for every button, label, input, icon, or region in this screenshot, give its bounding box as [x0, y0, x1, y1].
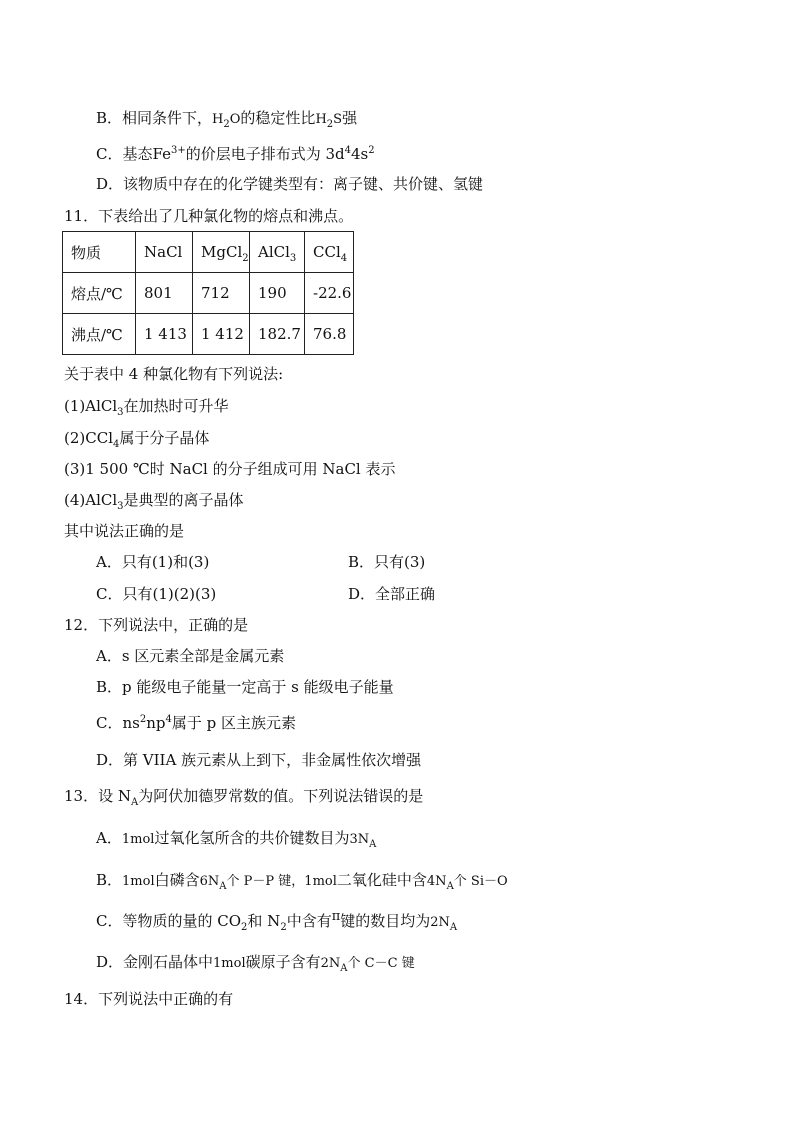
- superscript: 2: [139, 714, 147, 725]
- q12-option-a: A．s 区元素全部是金属元素: [96, 647, 285, 665]
- subscript: 2: [241, 922, 248, 933]
- formula-part: 3N: [349, 832, 370, 847]
- q11-stem: 11．下表给出了几种氯化物的熔点和沸点。: [64, 207, 354, 225]
- subscript: A: [340, 963, 348, 974]
- subscript: A: [369, 839, 377, 850]
- q12-option-c-mid: np: [146, 714, 166, 732]
- q12-stem: 12．下列说法中，正确的是: [64, 616, 249, 634]
- subscript: 4: [340, 253, 348, 264]
- q13-option-d-text: 碳原子含有: [245, 953, 321, 971]
- q11-statement-4: [64, 490, 244, 510]
- q13-option-c-text: C．等物质的量的 CO: [96, 912, 242, 930]
- row-label-boiling: 沸点/℃: [63, 314, 136, 355]
- statement-text: 是典型的离子晶体: [123, 491, 244, 509]
- q13-stem: [64, 786, 423, 806]
- superscript: 2: [368, 145, 375, 156]
- table-cell: 182.7: [250, 314, 305, 355]
- q13-stem-text: 为阿伏加德罗常数的值。下列说法错误的是: [138, 787, 424, 805]
- q11-statement-3: (3)1 500 ℃时 NaCl 的分子组成可用 NaCl 表示: [64, 460, 396, 478]
- row-label-melting: 熔点/℃: [63, 273, 136, 314]
- table-cell: -22.6: [305, 273, 354, 314]
- header-mgcl2: [193, 232, 250, 273]
- unit-text: 1mol: [304, 874, 337, 889]
- q11-option-c: C．只有(1)(2)(3): [96, 585, 217, 603]
- q12-option-c-end: 属于 p 区主族元素: [171, 714, 296, 732]
- header-alcl3: [250, 232, 305, 273]
- superscript: 3+: [170, 145, 186, 156]
- q13-option-c-text: 和 N: [247, 912, 281, 930]
- formula-part: AlCl: [258, 243, 290, 261]
- q10-option-b-mid: 的稳定性比: [240, 109, 316, 127]
- header-ccl4: [305, 232, 354, 273]
- table-cell: 712: [193, 273, 250, 314]
- statement-text: (2)CCl: [64, 429, 113, 447]
- subscript: 2: [242, 253, 249, 264]
- q13-option-b-text: 个 Si－O: [453, 874, 508, 889]
- q13-option-d-text: D．金刚石晶体中: [96, 953, 214, 971]
- subscript: A: [449, 922, 458, 933]
- q13-option-b-text: 个 P－P 键，: [226, 874, 305, 889]
- formula-part: 2N: [320, 956, 341, 971]
- unit-text: 1mol: [122, 874, 155, 889]
- table-cell: 1 413: [136, 314, 193, 355]
- q11-intro: 关于表中 4 种氯化物有下列说法:: [64, 365, 284, 383]
- statement-text: 在加热时可升华: [123, 397, 229, 415]
- table-cell: 190: [250, 273, 305, 314]
- subscript: A: [446, 881, 454, 892]
- q11-option-a: A．只有(1)和(3): [96, 553, 210, 571]
- q10-option-c-mid: 的价层电子排布式为 3d: [185, 145, 345, 163]
- formula-part: H: [212, 112, 224, 127]
- q10-option-b-text: B．相同条件下，: [96, 109, 213, 127]
- subscript: A: [219, 881, 227, 892]
- q13-option-a: [96, 828, 376, 850]
- formula-part: 6N: [199, 874, 220, 889]
- superscript: 4: [165, 714, 172, 725]
- unit-text: 1mol: [121, 832, 155, 847]
- header-nacl: NaCl: [136, 232, 193, 273]
- q13-option-d: [96, 952, 415, 974]
- option-letter: B．: [96, 871, 123, 889]
- q10-option-d: D．该物质中存在的化学键类型有：离子键、共价键、氢键: [96, 175, 484, 193]
- q14-stem: 14．下列说法中正确的有: [64, 990, 234, 1008]
- table-row: [63, 273, 354, 314]
- unit-text: 1mol: [213, 956, 246, 971]
- q13-option-c-text: 键的数目均为: [340, 912, 431, 930]
- q13-option-b-text: 白磷含: [154, 871, 200, 889]
- q11-option-b: B．只有(3): [348, 553, 426, 571]
- q13-option-d-text: 个 C－C 键: [347, 956, 415, 971]
- superscript: 4: [344, 145, 351, 156]
- header-substance: 物质: [63, 232, 136, 273]
- formula-part: 4N: [426, 874, 447, 889]
- q10-option-b: [96, 108, 357, 130]
- q13-option-b-text: 二氧化硅中含: [336, 871, 427, 889]
- q10-option-b-end: 强: [342, 109, 358, 127]
- subscript: 3: [117, 501, 124, 512]
- subscript: 2: [223, 119, 230, 130]
- chloride-table: [62, 231, 354, 355]
- table-cell: 801: [136, 273, 193, 314]
- q12-option-c: [96, 713, 296, 733]
- q13-option-c: [96, 911, 457, 933]
- subscript: 2: [326, 119, 334, 130]
- q10-option-c-text: C．基态Fe: [96, 145, 171, 163]
- subscript: 3: [117, 407, 124, 418]
- q13-option-b: [96, 870, 508, 892]
- q10-option-c: [96, 144, 375, 164]
- q11-statement-2: [64, 428, 209, 448]
- q13-stem-text: 13．设 N: [64, 787, 131, 805]
- table-cell: 76.8: [305, 314, 354, 355]
- formula-part: CCl: [313, 243, 341, 261]
- q11-statement-1: [64, 396, 229, 416]
- subscript: A: [130, 797, 139, 808]
- option-letter: A．: [96, 829, 122, 847]
- q11-option-d: D．全部正确: [348, 585, 436, 603]
- formula-part: 2N: [430, 915, 450, 930]
- subscript: 2: [280, 922, 287, 933]
- q12-option-d: D．第 VIIA 族元素从上到下，非金属性依次增强: [96, 751, 422, 769]
- formula-part: O: [229, 112, 241, 127]
- formula-part: MgCl: [201, 243, 243, 261]
- q12-option-b: B．p 能级电子能量一定高于 s 能级电子能量: [96, 678, 394, 696]
- q10-option-c-mid2: 4s: [351, 145, 369, 163]
- statement-text: 属于分子晶体: [119, 429, 210, 447]
- table-header-row: [63, 232, 354, 273]
- formula-part: H: [315, 112, 327, 127]
- q13-option-c-text: 中含有: [286, 912, 332, 930]
- q11-ask: 其中说法正确的是: [64, 522, 185, 540]
- table-cell: 1 412: [193, 314, 250, 355]
- pi-symbol: π: [331, 909, 341, 924]
- statement-text: (4)AlCl: [64, 491, 118, 509]
- statement-text: (1)AlCl: [64, 397, 118, 415]
- subscript: 3: [289, 253, 297, 264]
- q12-option-c-text: C．ns: [96, 714, 140, 732]
- subscript: 4: [113, 439, 120, 450]
- table-row: [63, 314, 354, 355]
- q13-option-a-text: 过氧化氢所含的共价键数目为: [154, 829, 350, 847]
- formula-part: S: [333, 112, 343, 127]
